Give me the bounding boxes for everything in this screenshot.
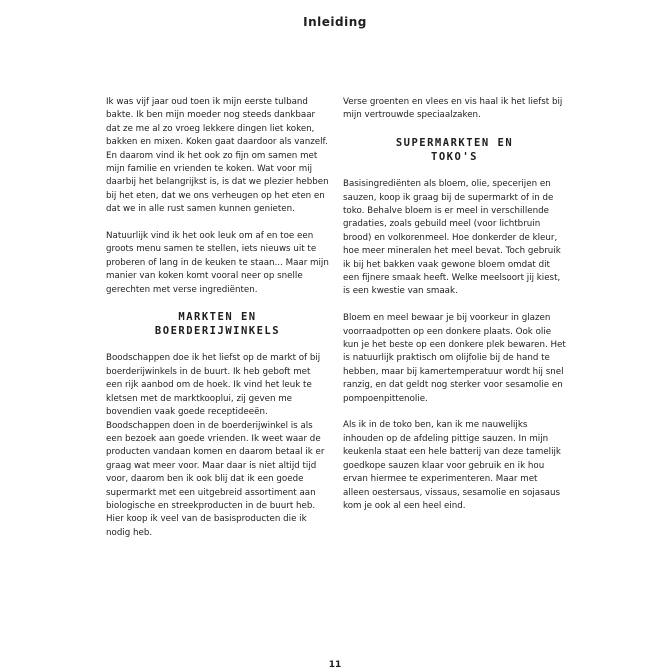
heading-line: TOKO'S xyxy=(431,151,478,164)
paragraph: Bloem en meel bewaar je bij voorkeur in glazen voorraadpotten op een donkere plaats. Ook olie kun je het beste op een donkere plek bewaren. Het is natuurlijk praktisch om olijfolie bij de hand te hebben, maar bij kamertemperatuur wordt hij snel ranzig, en dat geldt nog sterker voor sesamolie en pompoenpittenolie. xyxy=(343,313,566,404)
paragraph: Natuurlijk vind ik het ook leuk om af en toe een groots menu samen te stellen, iets nieuws uit te proberen of lang in de keuken te staan... Maar mijn manier van koken komt vooral neer op snelle gerechten met verse ingrediënten. xyxy=(106,231,329,295)
left-column xyxy=(106,96,329,540)
paragraph: Ik was vijf jaar oud toen ik mijn eerste tulband bakte. Ik ben mijn moeder nog steeds dankbaar dat ze me al zo vroeg lekkere dingen liet koken, bakken en mixen. Koken gaat daardoor als vanzelf. En daarom vind ik het ook zo fijn om samen met mijn familie en vrienden te koken. Wat voor mij daarbij het belangrijkst is, is dat we plezier hebben bij het eten, dat we ons verheugen op het eten en dat we in alle rust samen kunnen genieten. xyxy=(106,97,329,215)
page-number: 11 xyxy=(328,660,342,670)
heading-line: SUPERMARKTEN EN xyxy=(395,137,514,150)
heading-line: MARKTEN EN xyxy=(178,311,257,324)
paragraph: Boodschappen doe ik het liefst op de markt of bij boerderijwinkels in de buurt. Ik heb geboft met een rijk aanbod om de hoek. Ik vind het leuk te kletsen met de marktkooplui, zij geven me bovendien vaak goede receptideeën. Boodschappen doen in de boerderijwinkel is als een bezoek aan goede vrienden. Ik weet waar de producten vandaan komen en daarom betaal ik er graag wat meer voor. Maar daar is niet altijd tijd voor, daarom ben ik ook blij dat ik een goede supermarkt met een uitgebreid assortiment aan biologische en streekproducten in de buurt heb. Hier koop ik veel van de basisproducten die ik nodig heb. xyxy=(106,353,325,538)
paragraph: Basisingrediënten als bloem, olie, specerijen en sauzen, koop ik graag bij de supermarkt of in de toko. Behalve bloem is er meel in verschillende gradaties, zoals gebuild meel (voor lichtbruin brood) en volkorenmeel. Hoe donkerder de kleur, hoe meer mineralen het meel bevat. Toch gebruik ik bij het bakken vaak gewone bloem omdat dit een fijnere smaak heeft. Welke meelsoort jij kiest, is een kwestie van smaak. xyxy=(343,179,561,297)
paragraph: Als ik in de toko ben, kan ik me nauwelijks inhouden op de afdeling pittige sauzen. In mijn keukenla staat een hele batterij van deze tamelijk goedkope sauzen klaar voor gebruik en ik hou ervan hiermee te experimenteren. Maar met alleen oestersaus, vissaus, sesamolie en sojasaus kom je ook al een heel eind. xyxy=(343,420,561,511)
paragraph: Verse groenten en vlees en vis haal ik het liefst bij mijn vertrouwde speciaalzaken. xyxy=(343,97,563,121)
heading-line: BOERDERIJWINKELS xyxy=(154,325,281,338)
right-column xyxy=(343,96,566,513)
section-heading-markten xyxy=(106,310,329,338)
section-heading-supermarkten xyxy=(343,136,566,164)
page-title: Inleiding xyxy=(303,15,367,29)
